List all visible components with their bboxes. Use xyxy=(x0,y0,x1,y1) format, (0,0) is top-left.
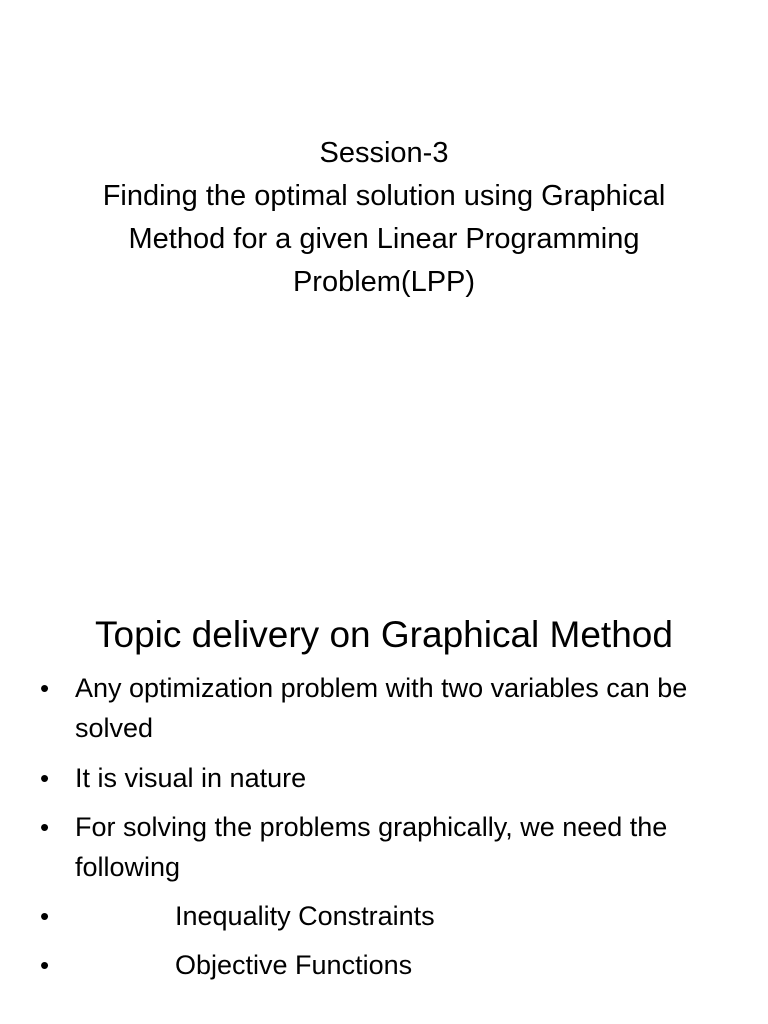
bullet-icon: • xyxy=(40,812,50,842)
bullet-list xyxy=(40,668,740,993)
bullet-icon: • xyxy=(40,901,50,931)
session-title-line: Problem(LPP) xyxy=(292,266,476,298)
bullet-text: Any optimization problem with two variables can be solved xyxy=(75,673,688,743)
session-title-line: Method for a given Linear Programming xyxy=(128,223,640,255)
bullet-icon: • xyxy=(40,763,50,793)
topic-heading: Topic delivery on Graphical Method xyxy=(95,614,673,655)
session-title xyxy=(40,132,728,304)
bullet-text: Objective Functions xyxy=(175,950,413,980)
bullet-item xyxy=(40,807,740,887)
bullet-item xyxy=(40,896,740,936)
bullet-icon: • xyxy=(40,950,50,980)
session-title-line: Finding the optimal solution using Graphical xyxy=(102,180,666,212)
session-title-line: Session-3 xyxy=(319,137,449,169)
bullet-text: It is visual in nature xyxy=(75,763,307,793)
bullet-icon: • xyxy=(40,673,50,703)
bullet-item xyxy=(40,758,740,798)
bullet-item xyxy=(40,945,740,985)
slide-topic-delivery xyxy=(0,576,768,1024)
bullet-text: For solving the problems graphically, we need the following xyxy=(75,812,668,882)
bullet-text: Inequality Constraints xyxy=(175,901,435,931)
bullet-item xyxy=(40,668,740,748)
